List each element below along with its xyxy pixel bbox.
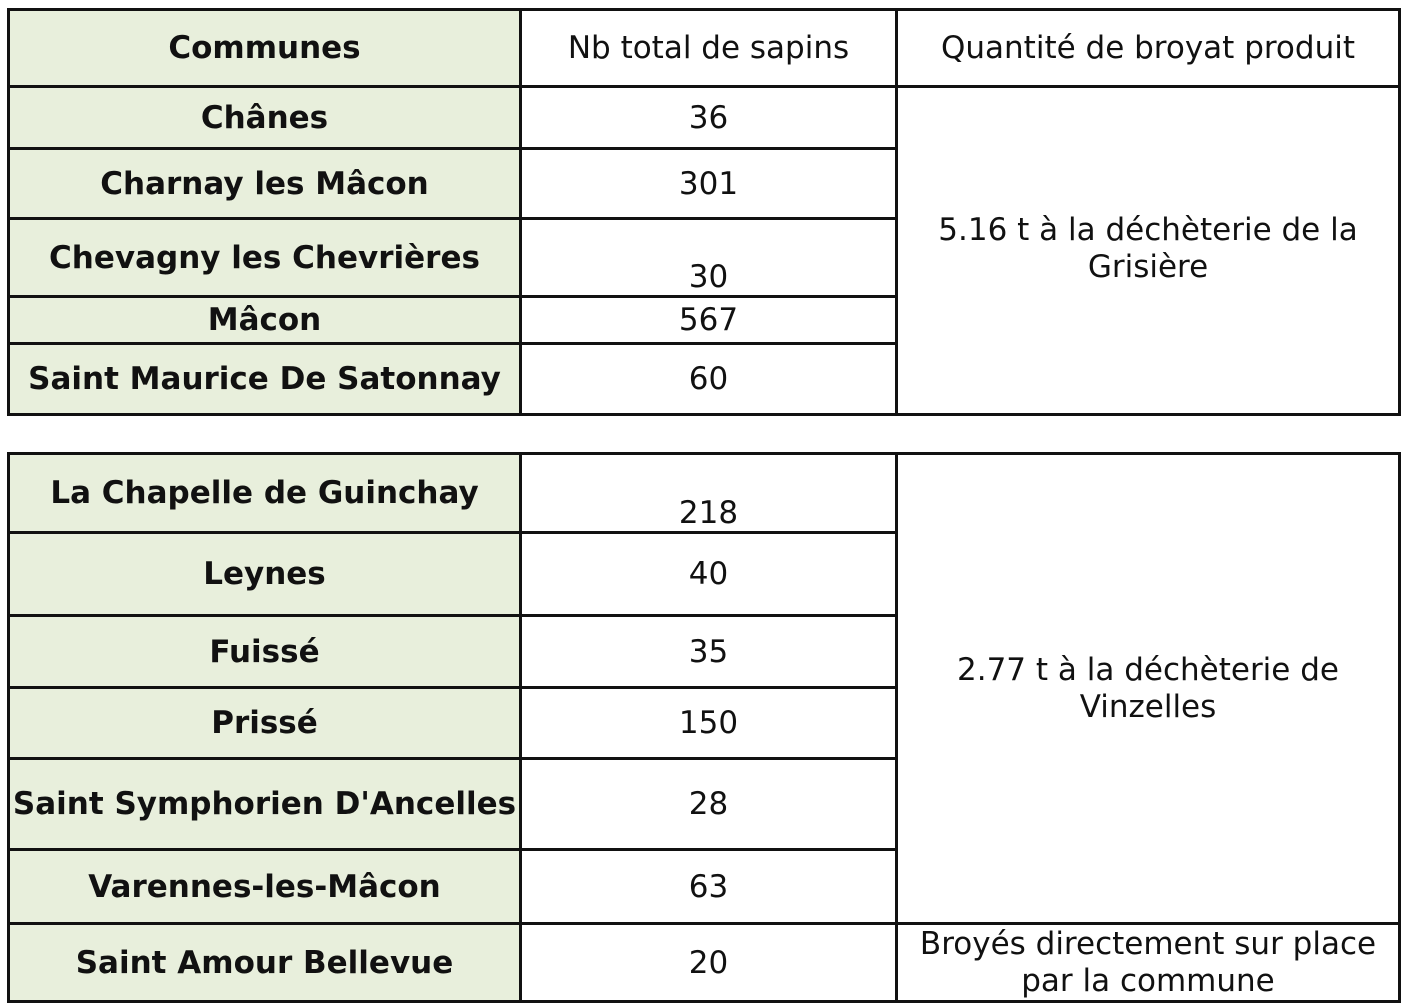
commune-name: Varennes-les-Mâcon [9,850,521,924]
sapins-count: 40 [521,533,897,616]
commune-name: Chevagny les Chevrières [9,219,521,297]
commune-name: Prissé [9,688,521,759]
sapins-count: 301 [521,149,897,219]
sapins-count: 218 [521,454,897,533]
commune-name: Chânes [9,87,521,149]
header-communes: Communes [9,10,521,87]
header-sapins: Nb total de sapins [521,10,897,87]
sapins-count: 567 [521,297,897,344]
table-row [9,924,1400,1002]
commune-name: Leynes [9,533,521,616]
broyat-quantity: 2.77 t à la déchèterie de Vinzelles [897,454,1400,924]
header-broyat: Quantité de broyat produit [897,10,1400,87]
commune-name: Saint Amour Bellevue [9,924,521,1002]
table-row [9,87,1400,149]
header-row [9,10,1400,87]
commune-name: Mâcon [9,297,521,344]
sapins-count: 30 [521,219,897,297]
sapins-count: 20 [521,924,897,1002]
sapins-count: 63 [521,850,897,924]
table-grisiere [7,8,1401,416]
commune-name: Fuissé [9,616,521,688]
sapins-count: 60 [521,344,897,415]
sapins-count: 35 [521,616,897,688]
sapins-count: 150 [521,688,897,759]
sapins-count: 36 [521,87,897,149]
commune-name: Saint Maurice De Satonnay [9,344,521,415]
commune-name: Saint Symphorien D'Ancelles [9,759,521,850]
commune-name: La Chapelle de Guinchay [9,454,521,533]
table-row [9,454,1400,533]
broyat-quantity: 5.16 t à la déchèterie de la Grisière [897,87,1400,415]
commune-name: Charnay les Mâcon [9,149,521,219]
sapins-count: 28 [521,759,897,850]
table-vinzelles [7,452,1401,1003]
broyat-quantity: Broyés directement sur place par la commune [897,924,1400,1002]
